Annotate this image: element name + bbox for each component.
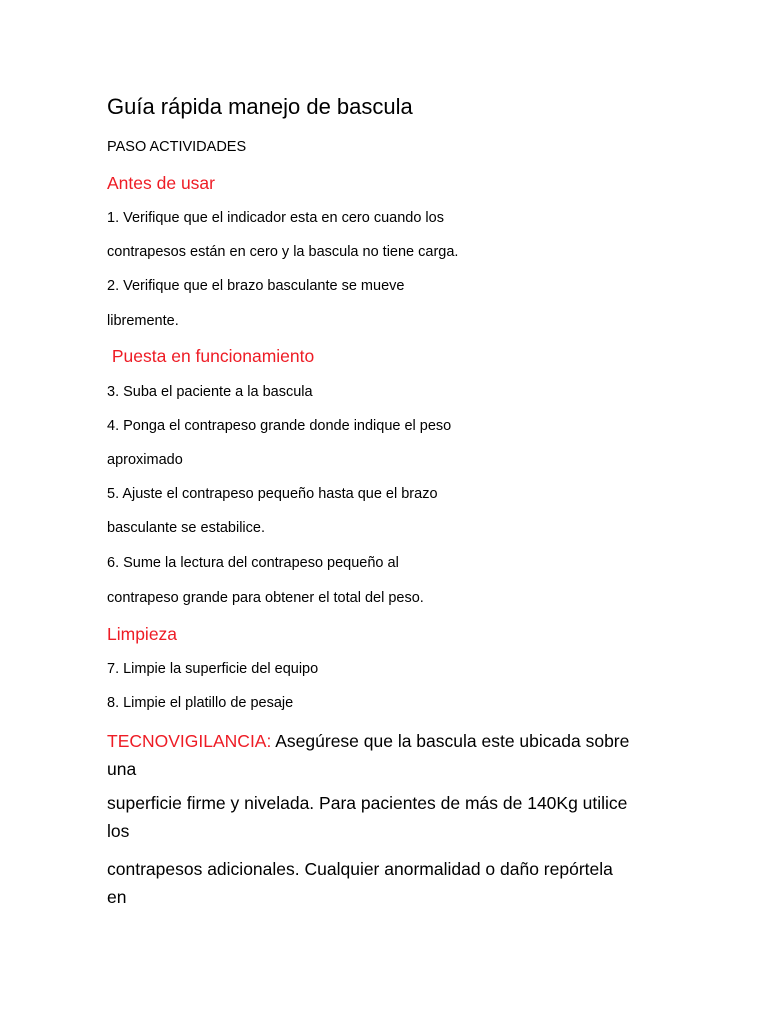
tecnovigilancia-label: TECNOVIGILANCIA:: [107, 731, 272, 751]
step-1-line-1: 1. Verifique que el indicador esta en cero cuando los: [107, 210, 444, 226]
document-title: Guía rápida manejo de bascula: [107, 94, 413, 119]
step-5-line-1: 5. Ajuste el contrapeso pequeño hasta que el brazo: [107, 486, 438, 502]
tecnovigilancia-line-5: contrapesos adicionales. Cualquier anormalidad o daño repórtela: [107, 859, 613, 879]
tecnovigilancia-line-6: en: [107, 887, 127, 907]
tecnovigilancia-line-2: una: [107, 759, 137, 779]
section-heading-antes-de-usar: Antes de usar: [107, 173, 215, 193]
step-5-line-2: basculante se estabilice.: [107, 520, 265, 536]
column-header: PASO ACTIVIDADES: [107, 139, 247, 155]
tecnovigilancia-line-1: [107, 731, 629, 752]
step-1-line-2: contrapesos están en cero y la bascula no tiene carga.: [107, 244, 459, 260]
section-heading-limpieza: Limpieza: [107, 624, 178, 644]
step-6-line-2: contrapeso grande para obtener el total del peso.: [107, 590, 424, 606]
step-4-line-1: 4. Ponga el contrapeso grande donde indique el peso: [107, 418, 452, 434]
step-2-line-1: 2. Verifique que el brazo basculante se mueve: [107, 278, 405, 294]
step-2-line-2: libremente.: [107, 313, 179, 329]
section-heading-puesta-en-funcionamiento: Puesta en funcionamiento: [107, 346, 315, 366]
tecnovigilancia-line-3: superficie firme y nivelada. Para pacientes de más de 140Kg utilice: [107, 793, 628, 813]
step-6-line-1: 6. Sume la lectura del contrapeso pequeño al: [107, 555, 399, 571]
step-4-line-2: aproximado: [107, 452, 183, 468]
tecnovigilancia-text-1: Asegúrese que la bascula este ubicada sobre: [271, 731, 630, 751]
step-8-line-1: 8. Limpie el platillo de pesaje: [107, 695, 294, 711]
step-3-line-1: 3. Suba el paciente a la bascula: [107, 384, 313, 400]
step-7-line-1: 7. Limpie la superficie del equipo: [107, 661, 319, 677]
tecnovigilancia-line-4: los: [107, 821, 130, 841]
